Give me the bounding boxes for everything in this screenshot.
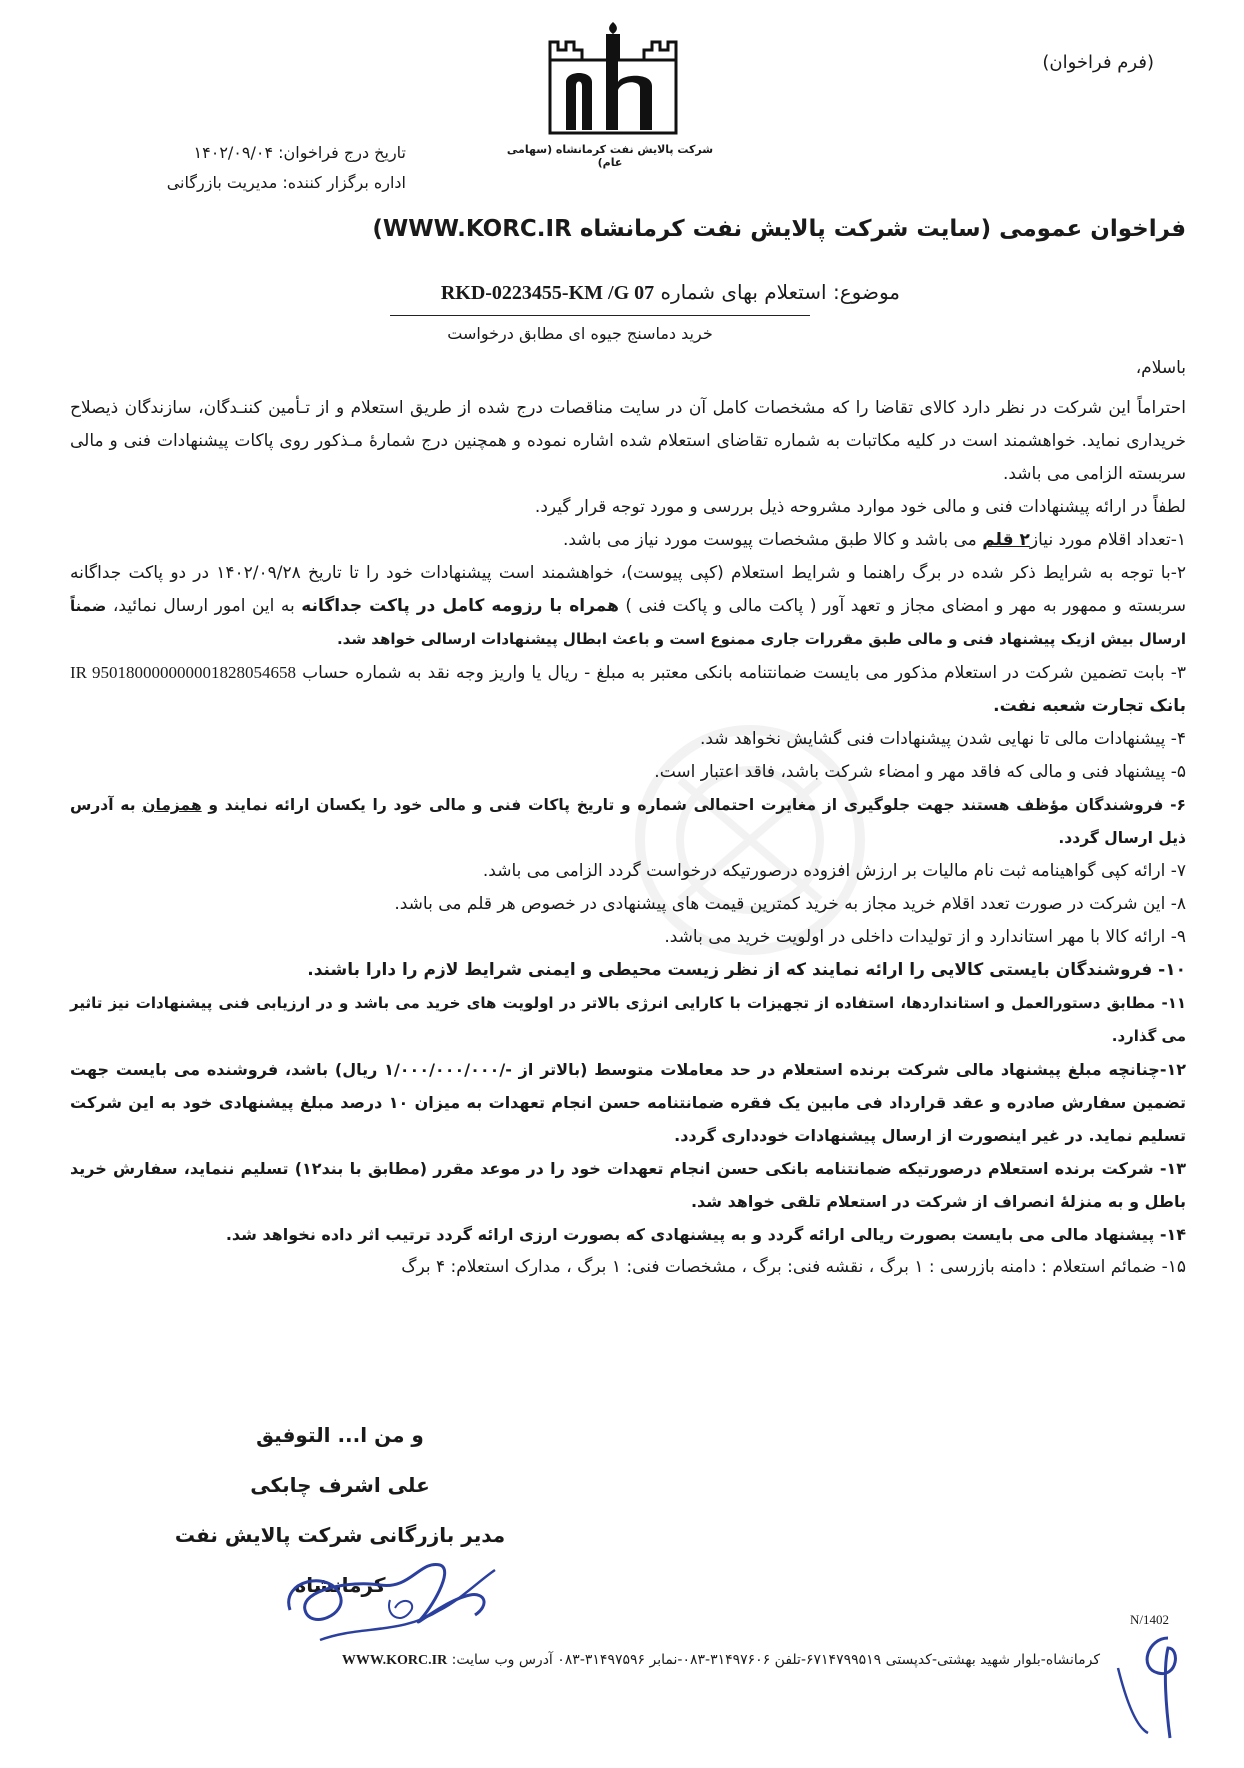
list-item-2 bbox=[70, 557, 1186, 656]
handwritten-mark-icon bbox=[1108, 1628, 1200, 1748]
closing-phrase: و من ا... التوفیق bbox=[256, 1423, 424, 1447]
item-1-text-end: می باشد و کالا طبق مشخصات پیوست مورد نیاز می باشد. bbox=[562, 530, 983, 550]
subject-underline bbox=[390, 315, 810, 316]
page-title: فراخوان عمومی (سایت شرکت پالایش نفت کرمانشاه WWW.KORC.IR) bbox=[372, 216, 1186, 242]
announcement-date: تاریخ درج فراخوان: ۱۴۰۲/۰۹/۰۴ bbox=[193, 143, 406, 162]
item-1-text: ۱-تعداد اقلام مورد نیاز bbox=[1029, 530, 1186, 550]
subject-label: موضوع: استعلام بهای شماره bbox=[660, 280, 900, 304]
list-item-6 bbox=[70, 789, 1186, 855]
list-item-4: ۴- پیشنهادات مالی تا نهایی شدن پیشنهادات فنی گشایش نخواهد شد. bbox=[699, 729, 1186, 749]
account-number: IR 950180000000001828054658 bbox=[70, 663, 296, 682]
list-item-14: ۱۴- پیشنهاد مالی می بایست بصورت ریالی ارائه گردد و به پیشنهادی که بصورت ارزی ارائه گردد ترتیب اثر داده نخواهد شد. bbox=[225, 1225, 1186, 1244]
item-2-text-mid: به این امور ارسال نمائید، bbox=[106, 596, 302, 616]
subject-description: خرید دماسنج جیوه ای مطابق درخواست bbox=[447, 324, 713, 343]
item-count: ۲ قلم bbox=[982, 530, 1030, 550]
document-meta bbox=[96, 138, 406, 198]
list-item-8: ۸- این شرکت در صورت تعدد اقلام خرید مجاز به خرید کمترین قیمت های پیشنهادی در خصوص هر قلم می باشد. bbox=[394, 894, 1186, 914]
signatory-title: مدیر بازرگانی شرکت پالایش نفت کرمانشاه bbox=[174, 1523, 506, 1597]
item-6-text-end: به آدرس ذیل ارسال گردد. bbox=[70, 796, 1186, 847]
bank-name: بانک تجارت شعبه نفت. bbox=[993, 696, 1186, 716]
footer-website: WWW.KORC.IR bbox=[341, 1653, 448, 1668]
list-item-9: ۹- ارائه کالا با مهر استاندارد و از تولیدات داخلی در اولویت خرید می باشد. bbox=[664, 927, 1186, 947]
item-2-text: ۲-با توجه به شرایط ذکر شده در برگ راهنما و شرایط استعلام (کپی پیوست)، خواهشمند است پیشنهادات خود را تا تاریخ ۱۴۰۲/۰۹/۲۸ در دو پاکت جداگانه سربسته و ممهور به مهر و امضای مجاز و تعهد آور ( پاکت مالی و پاکت فنی ) bbox=[70, 563, 1186, 616]
company-name-caption: شرکت پالایش نفت کرمانشاه (سهامی عام) bbox=[506, 143, 714, 169]
list-item-3 bbox=[70, 656, 1186, 723]
list-item-5: ۵- پیشنهاد فنی و مالی که فاقد مهر و امضاء شرکت باشد، فاقد اعتبار است. bbox=[654, 762, 1186, 782]
signature-icon bbox=[270, 1540, 510, 1660]
footer-address-text: کرمانشاه-بلوار شهید بهشتی-کدپستی ۶۷۱۴۷۹۹۵۱۹-تلفن ۳۱۴۹۷۶۰۶-۰۸۳-نمابر ۳۱۴۹۷۵۹۶-۰۸۳ آدرس وب سایت: bbox=[451, 1652, 1100, 1668]
list-item-10: ۱۰- فروشندگان بایستی کالایی را ارائه نمایند که از نظر زیست محیطی و ایمنی شرایط لازم را دارا باشند. bbox=[307, 960, 1186, 980]
item-6-text: ۶- فروشندگان مؤظف هستند جهت جلوگیری از مغایرت احتمالی شماره و تاریخ پاکات فنی و مالی خود را یکسان ارائه نمایند و bbox=[201, 796, 1187, 814]
company-logo-icon bbox=[548, 20, 678, 135]
item-2-warning: ضمناً ارسال بیش ازیک پیشنهاد فنی و مالی طبق مقررات جاری ممنوع است و باعث ابطال پیشنهادات ارسالی خواهد شد. bbox=[70, 597, 1186, 648]
list-item-7: ۷- ارائه کپی گواهینامه ثبت نام مالیات بر ارزش افزوده درصورتیکه درخواست گردد الزامی می باشد. bbox=[482, 861, 1186, 881]
list-item-13: ۱۳- شرکت برنده استعلام درصورتیکه ضمانتنامه بانکی حسن انجام تعهدات خود را در موعد مقرر (مطابق با بند۱۲) تسلیم ننماید، سفارش خرید باطل و به منزلهٔ انصراف از شرکت در استعلام تلقی خواهد شد. bbox=[70, 1159, 1186, 1211]
list-item-12: ۱۲-چنانچه مبلغ پیشنهاد مالی شرکت برنده استعلام در حد معاملات متوسط (بالاتر از -/۱/۰۰۰/۰۰۰/۰۰۰ ریال) باشد، فروشنده می بایست جهت تضمین سفارش صادره و عقد قرارداد فی مابین یک فقره ضمانتنامه حسن انجام تعهدات به میزان ۱۰ درصد مبلغ پیشنهادی خود به این شرکت تسلیم نماید. در غیر اینصورت از ارسال پیشنهادات خودداری گردد. bbox=[70, 1060, 1187, 1145]
intro-paragraph: احتراماً این شرکت در نظر دارد کالای تقاضا را که مشخصات کامل آن در سایت مناقصات درج شده از طریق استعلام و از تـأمین کننـدگان، سازندگان ذیصلاح خریداری نماید. خواهشمند است در کلیه مکاتبات به شماره تقاضای استعلام شده اشاره نموده و همچنین درج شمارهٔ مـذکور روی پاکات پیشنهادات فنی و مالی سربسته الزامی می باشد. bbox=[70, 398, 1186, 484]
list-item-1 bbox=[70, 524, 1186, 557]
subject-line bbox=[370, 280, 900, 305]
inquiry-code: RKD-0223455-KM /G 07 bbox=[440, 282, 655, 304]
reference-code: N/1402 bbox=[1130, 1612, 1169, 1627]
item-6-emphasis: همزمان bbox=[142, 796, 202, 814]
signatory-name: علی اشرف چابکی bbox=[250, 1473, 430, 1497]
item-3-text: ۳- بابت تضمین شرکت در استعلام مذکور می بایست ضمانتنامه بانکی معتبر به مبلغ - ریال یا واریز وجه نقد به شماره حساب bbox=[302, 663, 1187, 683]
request-paragraph: لطفاً در ارائه پیشنهادات فنی و مالی خود موارد مشروحه ذیل بررسی و مورد توجه قرار گیرد. bbox=[534, 497, 1186, 517]
organizing-office: اداره برگزار کننده: مدیریت بازرگانی bbox=[166, 173, 406, 192]
item-2-emphasis: همراه با رزومه کامل در پاکت جداگانه bbox=[301, 596, 619, 616]
footer-address bbox=[178, 1652, 1100, 1669]
list-item-11: ۱۱- مطابق دستورالعمل و استانداردها، استفاده از تجهیزات با کارایی انرژی بالاتر در اولویت های خرید می باشد و در ارزیابی فنی پیشنهادات نیز تاثیر می گذارد. bbox=[70, 994, 1186, 1045]
document-body bbox=[70, 392, 1186, 1284]
form-label: (فرم فراخوان) bbox=[1042, 52, 1154, 73]
list-item-15: ۱۵- ضمائم استعلام : دامنه بازرسی : ۱ برگ ، نقشه فنی: برگ ، مشخصات فنی: ۱ برگ ، مدارک استعلام: ۴ برگ bbox=[401, 1257, 1186, 1277]
salutation: باسلام، bbox=[1135, 358, 1186, 378]
